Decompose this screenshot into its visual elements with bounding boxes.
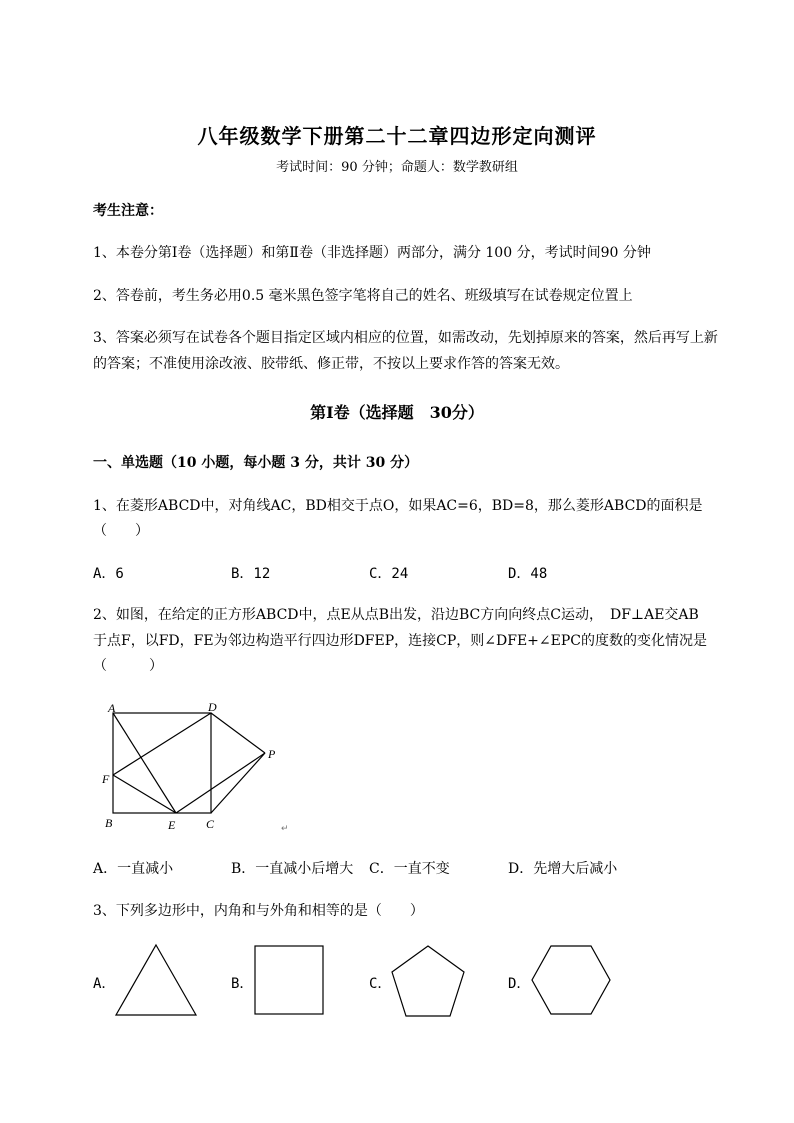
notice-item-3-line-1: 3、答案必须写在试卷各个题目指定区域内相应的位置，如需改动，先划掉原来的答案，然后再写上新: [93, 330, 718, 346]
notice-item-1: 1、本卷分第Ⅰ卷（选择题）和第Ⅱ卷（非选择题）两部分，满分 100 分，考试时间90 分钟: [93, 245, 651, 261]
q2-option-b[interactable]: B．一直减小后增大: [231, 861, 354, 877]
q1-option-b[interactable]: B．12: [231, 566, 271, 582]
question-2-line-1: 2、如图，在给定的正方形ABCD中，点E从点B出发，沿边BC方向向终点C运动， DF⊥AE交AB: [93, 607, 699, 623]
pentagon-icon: [389, 943, 467, 1019]
label-f: F: [102, 772, 110, 786]
label-b: B: [105, 816, 113, 830]
question-1-blank: （ ）: [93, 523, 149, 539]
triangle-icon: [113, 942, 199, 1018]
question-2-line-2: 于点F，以FD，FE为邻边构造平行四边形DFEP，连接CP，则∠DFE+∠EPC的度数的变化情况是: [93, 633, 707, 649]
segment-cp: [211, 753, 265, 813]
page-title: 八年级数学下册第二十二章四边形定向测评: [197, 124, 597, 148]
q2-option-d[interactable]: D．先增大后减小: [508, 861, 618, 877]
question-2-blank: （ ）: [93, 658, 163, 674]
notice-heading: 考生注意：: [93, 203, 163, 219]
q2-option-a[interactable]: A．一直减小: [93, 861, 174, 877]
q2-option-c[interactable]: C．一直不变: [369, 861, 450, 877]
segment-ep: [176, 753, 265, 813]
part-heading: 一、单选题（10 小题，每小题 3 分，共计 30 分）: [93, 455, 419, 471]
segment-fe: [113, 775, 176, 813]
section-title: 第Ⅰ卷（选择题 30分）: [310, 403, 484, 422]
segment-dp: [211, 713, 265, 753]
label-a: A: [108, 701, 116, 715]
label-d: D: [208, 700, 217, 714]
hexagon-icon: [529, 943, 613, 1017]
q3-option-b[interactable]: B．: [231, 976, 254, 992]
square-icon: [253, 944, 325, 1016]
label-e: E: [168, 818, 176, 832]
q3-option-c[interactable]: C．: [369, 976, 392, 992]
q1-option-c[interactable]: C．24: [369, 566, 409, 582]
q1-option-d[interactable]: D．48: [508, 566, 548, 582]
question-3-text: 3、下列多边形中，内角和与外角和相等的是（ ）: [93, 903, 424, 919]
return-arrow-icon: ↵: [281, 823, 289, 833]
question-1-text: 1、在菱形ABCD中，对角线AC，BD相交于点O，如果AC=6，BD=8，那么菱形ABCD的面积是: [93, 498, 703, 514]
square-abcd: [113, 713, 211, 813]
exam-info: 考试时间：90 分钟；命题人：数学教研组: [276, 160, 518, 175]
segment-ae: [113, 713, 176, 813]
label-c: C: [206, 817, 215, 831]
label-p: P: [268, 747, 276, 761]
square-figure: [95, 695, 295, 840]
notice-item-3-line-2: 的答案；不准使用涂改液、胶带纸、修正带，不按以上要求作答的答案无效。: [93, 356, 569, 372]
q3-option-a[interactable]: A．: [93, 976, 116, 992]
segment-df: [113, 713, 211, 775]
notice-item-2: 2、答卷前，考生务必用0.5 毫米黑色签字笔将自己的姓名、班级填写在试卷规定位置上: [93, 288, 633, 304]
q1-option-a[interactable]: A．6: [93, 566, 124, 582]
q3-option-d[interactable]: D．: [508, 976, 531, 992]
